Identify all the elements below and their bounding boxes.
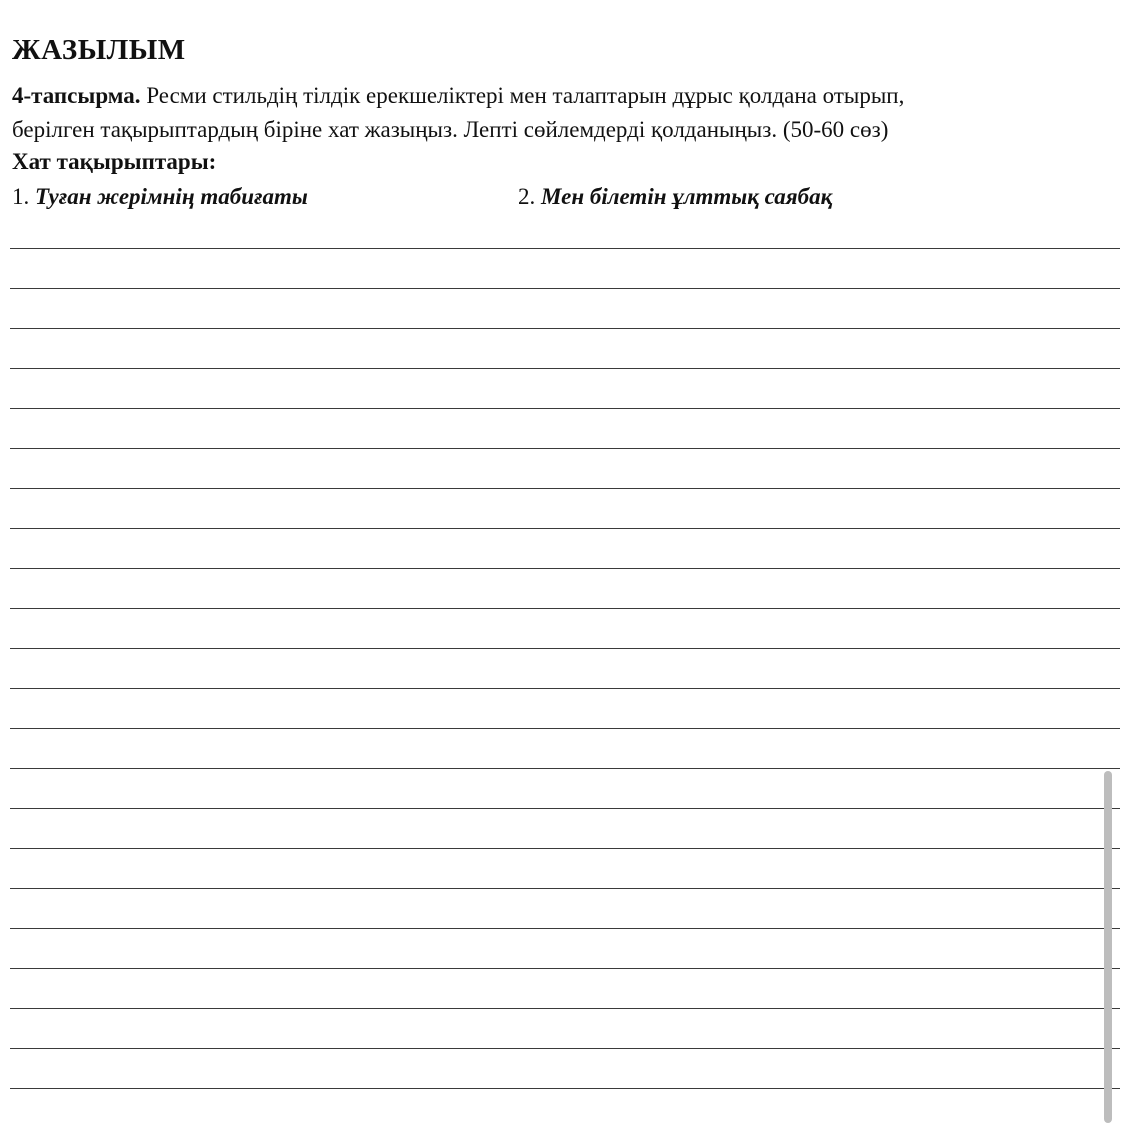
writing-line (10, 368, 1120, 369)
writing-line (10, 528, 1120, 529)
writing-line (10, 328, 1120, 329)
writing-line (10, 608, 1120, 609)
task-instruction-text-1: Ресми стильдің тілдік ерекшеліктері мен талаптарын дұрыс қолдана отырып, (146, 83, 905, 108)
writing-line (10, 1048, 1120, 1049)
topic-option-1 (12, 185, 308, 208)
writing-line (10, 488, 1120, 489)
task-instruction-line-2: берілген тақырыптардың біріне хат жазыңыз. Лепті сөйлемдерді қолданыңыз. (50-60 сөз) (12, 117, 889, 142)
topic-number: 2. (518, 184, 536, 209)
writing-line (10, 288, 1120, 289)
topic-number: 1. (12, 184, 30, 209)
topic-title: Туған жерімнің табиғаты (35, 184, 308, 209)
task-instruction-line-1 (12, 84, 904, 107)
writing-line (10, 968, 1120, 969)
scrollbar[interactable] (1104, 771, 1112, 1123)
writing-line (10, 848, 1120, 849)
writing-line (10, 888, 1120, 889)
writing-line (10, 1008, 1120, 1009)
writing-line (10, 928, 1120, 929)
writing-line (10, 408, 1120, 409)
task-label: 4-тапсырма. (12, 83, 141, 108)
writing-line (10, 1088, 1120, 1089)
topics-heading: Хат тақырыптары: (12, 149, 217, 174)
topic-option-2 (518, 185, 832, 208)
writing-line (10, 768, 1120, 769)
writing-line (10, 448, 1120, 449)
topic-title: Мен білетін ұлттық саябақ (541, 184, 833, 209)
section-title: ЖАЗЫЛЫМ (12, 34, 186, 66)
writing-line (10, 248, 1120, 249)
writing-line (10, 808, 1120, 809)
writing-line (10, 648, 1120, 649)
writing-line (10, 568, 1120, 569)
writing-line (10, 688, 1120, 689)
writing-line (10, 728, 1120, 729)
